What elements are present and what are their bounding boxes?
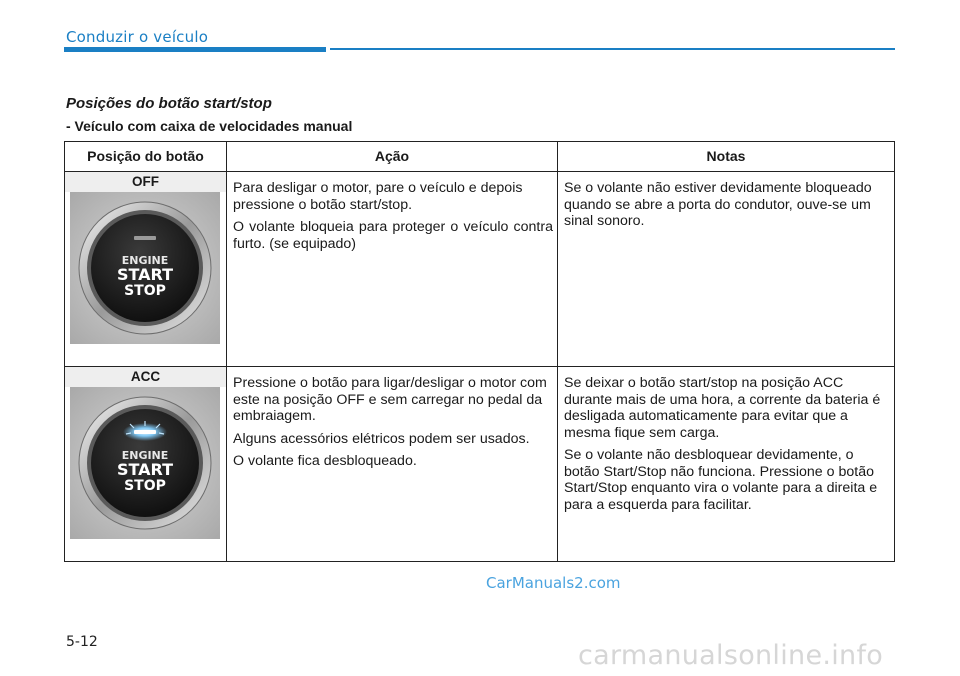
table-header-row	[65, 142, 895, 172]
notes-cell	[558, 367, 895, 562]
header-rule-thick	[64, 47, 326, 52]
action-cell	[227, 367, 558, 562]
header-position: Posição do botão	[65, 142, 227, 172]
action-text: O volante fica desbloqueado.	[233, 453, 417, 469]
action-text: Pressione o botão para ligar/desligar o motor com este na posição OFF e sem carregar no pedal da embraiagem.	[233, 375, 547, 424]
header-rule-thin	[330, 48, 895, 50]
sub-heading: - Veículo com caixa de velocidades manual	[66, 118, 353, 134]
watermark-link[interactable]: CarManuals2.com	[486, 574, 621, 592]
svg-text:STOP: STOP	[124, 478, 166, 494]
action-cell	[227, 172, 558, 367]
svg-text:ENGINE: ENGINE	[121, 254, 169, 267]
svg-text:START: START	[116, 265, 174, 284]
position-cell	[65, 367, 227, 562]
svg-text:STOP: STOP	[124, 283, 166, 299]
position-label: ACC	[65, 367, 226, 387]
indicator-bar-icon	[134, 236, 156, 240]
action-text: Alguns acessórios elétricos podem ser usados.	[233, 430, 530, 447]
svg-text:ENGINE: ENGINE	[121, 449, 169, 462]
table-row	[65, 172, 895, 367]
position-label: OFF	[65, 172, 226, 192]
table-row	[65, 367, 895, 562]
notes-cell	[558, 172, 895, 367]
page-title: Posições do botão start/stop	[66, 95, 272, 112]
notes-text: Se o volante não estiver devidamente bloqueado quando se abre a porta do condutor, ouve-se um sinal sonoro.	[564, 180, 872, 229]
footer-watermark: carmanualsonline.info	[578, 640, 884, 671]
notes-text: Se o volante não desbloquear devidamente, o botão Start/Stop não funciona. Pressione o botão Start/Stop enquanto vira o volante para a direita e para a esquerda para facilitar.	[564, 447, 878, 513]
section-title: Conduzir o veículo	[66, 28, 209, 46]
start-stop-button-acc-image	[70, 387, 220, 539]
header-action: Ação	[227, 142, 558, 172]
notes-text: Se deixar o botão start/stop na posição ACC durante mais de uma hora, a corrente da bateria é desligada automaticamente para evitar que a mesma fique sem carga.	[564, 375, 881, 441]
action-text: O volante bloqueia para proteger o veículo contra furto. (se equipado)	[233, 219, 553, 252]
button-positions-table	[64, 141, 895, 562]
action-text: Para desligar o motor, pare o veículo e depois pressione o botão start/stop.	[233, 180, 523, 213]
svg-text:START: START	[116, 460, 174, 479]
position-cell	[65, 172, 227, 367]
start-stop-button-off-image	[70, 192, 220, 344]
header-notes: Notas	[558, 142, 895, 172]
page-number: 5-12	[66, 634, 98, 650]
